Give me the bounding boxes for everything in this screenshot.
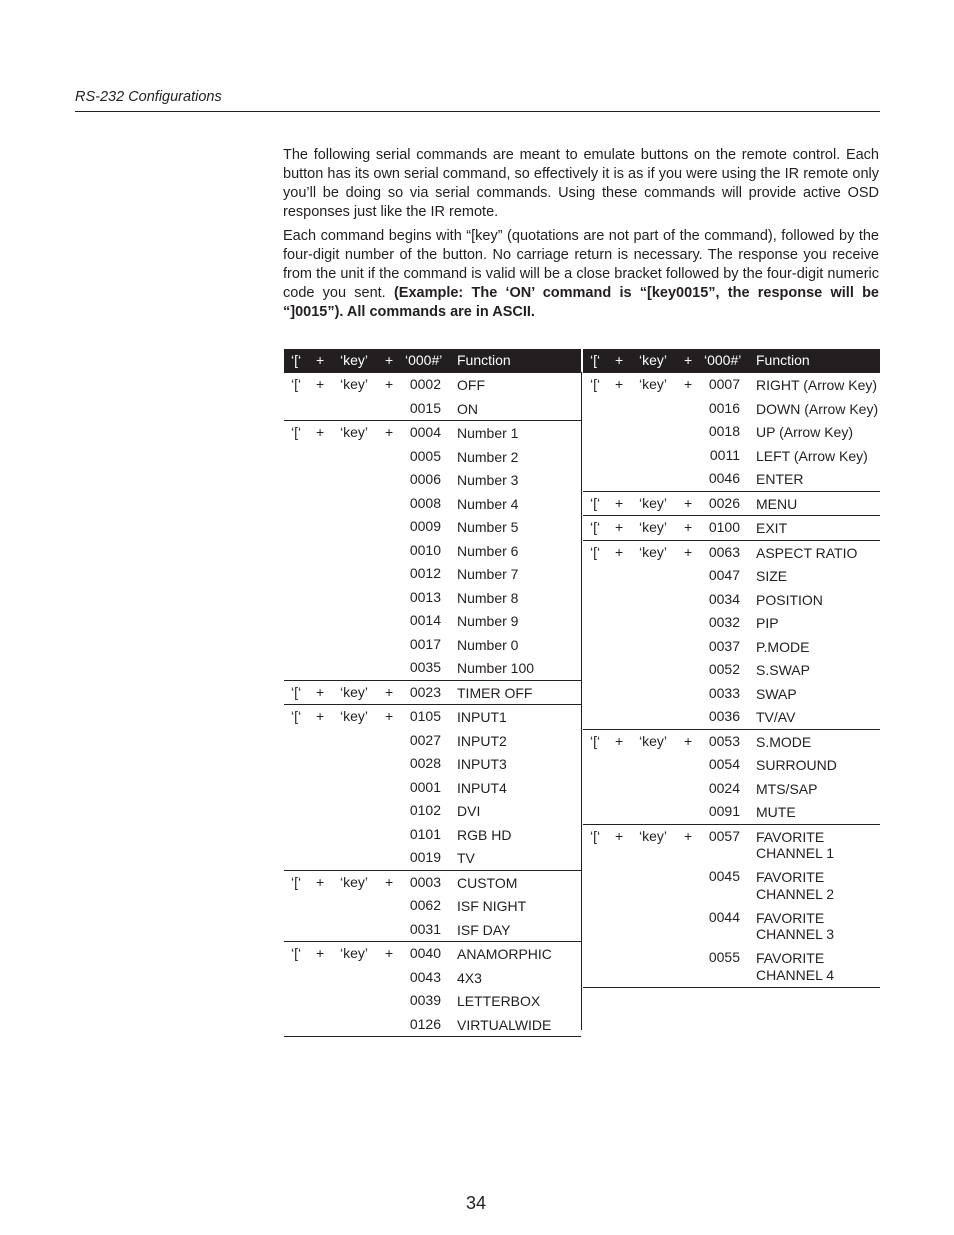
- command-function: Number 3: [457, 472, 519, 488]
- prefix-plus: +: [684, 494, 693, 511]
- prefix-plus: +: [385, 873, 394, 890]
- command-function: S.SWAP: [756, 662, 810, 678]
- command-code: 0045: [708, 868, 740, 884]
- command-code: 0046: [708, 470, 740, 486]
- command-code: 0057: [708, 827, 740, 844]
- command-code: 0034: [708, 590, 740, 607]
- prefix-key: ‘key’: [340, 376, 369, 392]
- header-plus: +: [316, 352, 325, 368]
- command-function: MUTE: [756, 804, 796, 820]
- table-row: [583, 611, 880, 635]
- command-code: 0063: [708, 543, 740, 560]
- command-function: Number 100: [457, 660, 535, 676]
- table-row: [583, 491, 880, 516]
- table-row: [583, 705, 880, 729]
- table-row: [284, 656, 581, 680]
- prefix-plus: +: [684, 376, 693, 392]
- table-row: [583, 865, 880, 906]
- table-row: [583, 946, 880, 988]
- command-function: ISF NIGHT: [457, 898, 527, 914]
- command-code: 0037: [708, 637, 740, 654]
- command-code: 0026: [708, 494, 740, 511]
- prefix-plus: +: [615, 543, 624, 560]
- command-function: FAVORITE CHANNEL 2: [756, 869, 835, 902]
- command-code: 0055: [708, 949, 740, 965]
- prefix-key: ‘key’: [639, 494, 668, 511]
- prefix-plus: +: [316, 708, 325, 724]
- table-row: [583, 682, 880, 706]
- command-function: RIGHT (Arrow Key): [756, 377, 878, 393]
- table-header-right: [583, 349, 880, 372]
- table-row: [583, 588, 880, 612]
- command-function: MTS/SAP: [756, 780, 818, 797]
- command-code: 0004: [409, 424, 441, 440]
- command-code: 0052: [708, 661, 740, 677]
- command-function: POSITION: [756, 591, 823, 608]
- header-rule: [75, 111, 880, 112]
- prefix-bracket: ‘[‘: [291, 873, 302, 890]
- prefix-plus: +: [684, 519, 693, 535]
- prefix-plus: +: [385, 376, 394, 392]
- command-function: ANAMORPHIC: [457, 946, 552, 962]
- header-function: Function: [756, 352, 810, 368]
- command-code: 0009: [409, 518, 441, 534]
- command-code: 0047: [708, 567, 740, 583]
- command-function: Number 6: [457, 542, 519, 559]
- command-code: 0053: [708, 732, 740, 749]
- command-code: 0028: [409, 755, 441, 771]
- command-code: 0011: [709, 446, 740, 463]
- command-code: 0126: [409, 1015, 441, 1032]
- intro-paragraph-1: The following serial commands are meant to emulate buttons on the remote control. Each button has its own serial command, so effectively it is as if you were using the IR remote only you’ll be doing so via serial commands. Using these commands will provide active OSD responses just like the IR remote.: [283, 147, 879, 220]
- command-code: 0012: [409, 565, 441, 581]
- table-row: [284, 823, 581, 847]
- prefix-plus: +: [316, 945, 325, 961]
- prefix-plus: +: [385, 945, 394, 961]
- command-function: TIMER OFF: [457, 684, 533, 701]
- header-code: ‘000#’: [704, 352, 742, 368]
- table-row: [583, 824, 880, 866]
- command-function: Number 1: [457, 425, 519, 441]
- header-bracket: ‘[‘: [291, 352, 302, 368]
- command-function: ENTER: [756, 471, 804, 487]
- table-row: [583, 753, 880, 777]
- command-code: 0008: [409, 494, 441, 511]
- command-code: 0023: [409, 683, 441, 700]
- command-function: ASPECT RATIO: [756, 544, 858, 561]
- command-function: MENU: [756, 495, 798, 512]
- header-key: ‘key’: [639, 352, 668, 368]
- table-row: [284, 372, 581, 397]
- command-code: 0040: [409, 945, 441, 961]
- command-code: 0003: [409, 873, 441, 890]
- prefix-plus: +: [615, 519, 624, 535]
- prefix-plus: +: [385, 424, 394, 440]
- prefix-plus: +: [615, 494, 624, 511]
- command-code: 0035: [409, 659, 441, 675]
- command-code: 0014: [409, 612, 441, 628]
- command-function: Number 5: [457, 519, 519, 535]
- intro-paragraph-2: [283, 227, 879, 322]
- table-row: [583, 444, 880, 468]
- header-plus: +: [385, 352, 394, 368]
- command-code: 0015: [409, 399, 441, 416]
- command-function: Number 8: [457, 589, 519, 606]
- header-bracket: ‘[‘: [590, 352, 601, 368]
- command-code: 0001: [409, 778, 441, 795]
- table-row: [284, 539, 581, 563]
- table-row: [284, 752, 581, 776]
- table-row: [284, 966, 581, 990]
- command-code: 0013: [409, 588, 441, 605]
- command-function: TV: [457, 850, 475, 866]
- command-function: INPUT4: [457, 779, 507, 796]
- prefix-bracket: ‘[‘: [291, 708, 302, 724]
- prefix-bracket: ‘[‘: [590, 732, 601, 749]
- command-function: FAVORITE CHANNEL 3: [756, 909, 835, 942]
- table-row: [583, 515, 880, 540]
- command-function: 4X3: [457, 969, 482, 986]
- command-code: 0005: [409, 447, 441, 464]
- prefix-bracket: ‘[‘: [590, 543, 601, 560]
- table-row: [583, 372, 880, 397]
- table-row: [583, 540, 880, 565]
- command-code: 0100: [708, 519, 740, 535]
- command-code: 0027: [409, 731, 441, 748]
- table-row: [284, 680, 581, 705]
- table-row: [583, 906, 880, 947]
- command-code: 0031: [409, 920, 441, 937]
- header-function: Function: [457, 352, 511, 368]
- command-code: 0091: [708, 803, 740, 819]
- table-row: [284, 420, 581, 445]
- command-function: FAVORITE CHANNEL 4: [756, 950, 835, 983]
- table-row: [583, 635, 880, 659]
- command-function: EXIT: [756, 520, 788, 536]
- table-row: [284, 1013, 581, 1038]
- table-row: [583, 420, 880, 444]
- command-code: 0019: [409, 849, 441, 865]
- table-row: [583, 397, 880, 421]
- command-code: 0044: [708, 908, 740, 925]
- command-code: 0102: [409, 802, 441, 818]
- command-code: 0033: [708, 684, 740, 701]
- prefix-plus: +: [316, 376, 325, 392]
- prefix-key: ‘key’: [340, 683, 369, 700]
- command-code: 0039: [409, 992, 441, 1008]
- page-number: 34: [466, 1193, 487, 1213]
- intro-paragraph-2-text: Each command begins with “[key” (quotations are not part of the command), followed by the four-digit number of the button. No carriage return is necessary. The response you receive from the unit if the command is valid will be a close bracket followed by the four-digit numeric code you sent.: [283, 228, 879, 301]
- command-function: PIP: [756, 615, 779, 631]
- command-function: SURROUND: [756, 757, 837, 773]
- command-code: 0017: [409, 635, 441, 652]
- command-function: ISF DAY: [457, 921, 511, 938]
- prefix-plus: +: [684, 732, 693, 749]
- intro-text: [283, 146, 879, 327]
- prefix-bracket: ‘[‘: [291, 945, 302, 961]
- table-row: [284, 894, 581, 918]
- prefix-plus: +: [684, 543, 693, 560]
- table-row: [284, 799, 581, 823]
- command-function: RGB HD: [457, 826, 512, 843]
- intro-example-note: (Example: The ‘ON’ command is “[key0015”, the response will be “]0015”). All commands are in ASCII.: [283, 285, 879, 320]
- table-row: [583, 658, 880, 682]
- table-row: [284, 397, 581, 421]
- command-function: VIRTUALWIDE: [457, 1016, 552, 1033]
- table-row: [284, 704, 581, 729]
- header-key: ‘key’: [340, 352, 369, 368]
- prefix-key: ‘key’: [639, 827, 668, 844]
- command-function: Number 7: [457, 566, 519, 582]
- prefix-plus: +: [615, 732, 624, 749]
- prefix-plus: +: [316, 683, 325, 700]
- header-code: ‘000#’: [405, 352, 443, 368]
- table-row: [284, 515, 581, 539]
- table-row: [284, 846, 581, 870]
- table-row: [284, 870, 581, 895]
- command-code: 0007: [708, 376, 740, 392]
- command-function: SWAP: [756, 685, 797, 702]
- prefix-bracket: ‘[‘: [291, 376, 302, 392]
- prefix-plus: +: [615, 376, 624, 392]
- command-code: 0105: [409, 708, 441, 724]
- table-row: [284, 989, 581, 1013]
- command-function: DOWN (Arrow Key): [756, 400, 879, 417]
- prefix-plus: +: [316, 424, 325, 440]
- table-row: [284, 609, 581, 633]
- command-function: SIZE: [756, 568, 788, 584]
- command-function: Number 0: [457, 636, 519, 653]
- command-code: 0062: [409, 897, 441, 913]
- prefix-key: ‘key’: [340, 708, 369, 724]
- table-row: [284, 586, 581, 610]
- table-row: [284, 562, 581, 586]
- command-function: ON: [457, 400, 478, 417]
- prefix-bracket: ‘[‘: [590, 376, 601, 392]
- prefix-key: ‘key’: [340, 424, 369, 440]
- command-code: 0024: [708, 779, 740, 796]
- command-function: CUSTOM: [457, 874, 518, 891]
- table-header-left: [284, 349, 581, 372]
- prefix-key: ‘key’: [639, 543, 668, 560]
- prefix-plus: +: [684, 827, 693, 844]
- table-row: [284, 633, 581, 657]
- command-table-left: [284, 349, 581, 1037]
- prefix-key: ‘key’: [639, 519, 668, 535]
- table-row: [284, 445, 581, 469]
- page-section-title: RS-232 Configurations: [75, 89, 222, 105]
- prefix-key: ‘key’: [340, 945, 369, 961]
- prefix-bracket: ‘[‘: [590, 827, 601, 844]
- command-code: 0010: [409, 541, 441, 558]
- prefix-plus: +: [316, 873, 325, 890]
- command-function: LETTERBOX: [457, 993, 541, 1009]
- table-row: [583, 564, 880, 588]
- command-function: INPUT3: [457, 756, 507, 772]
- command-code: 0043: [409, 968, 441, 985]
- command-code: 0101: [409, 825, 441, 842]
- command-function: UP (Arrow Key): [756, 424, 853, 440]
- header-plus: +: [684, 352, 693, 368]
- prefix-key: ‘key’: [639, 732, 668, 749]
- table-row: [284, 468, 581, 492]
- prefix-plus: +: [615, 827, 624, 844]
- table-row: [284, 941, 581, 966]
- command-function: Number 9: [457, 613, 519, 629]
- command-function: Number 4: [457, 495, 519, 512]
- command-function: S.MODE: [756, 733, 812, 750]
- command-table-right: [583, 349, 880, 988]
- command-function: DVI: [457, 803, 481, 819]
- header-plus: +: [615, 352, 624, 368]
- command-code: 0032: [708, 614, 740, 630]
- prefix-bracket: ‘[‘: [291, 683, 302, 700]
- table-row: [583, 800, 880, 824]
- command-code: 0018: [708, 423, 740, 439]
- table-row: [583, 777, 880, 801]
- table-row: [284, 776, 581, 800]
- command-code: 0036: [708, 708, 740, 724]
- command-function: FAVORITE CHANNEL 1: [756, 828, 835, 861]
- table-row: [583, 467, 880, 491]
- command-code: 0054: [708, 756, 740, 772]
- command-function: P.MODE: [756, 638, 810, 655]
- table-row: [284, 729, 581, 753]
- table-row: [583, 729, 880, 754]
- prefix-bracket: ‘[‘: [590, 519, 601, 535]
- command-code: 0016: [708, 399, 740, 416]
- table-row: [284, 918, 581, 942]
- prefix-bracket: ‘[‘: [291, 424, 302, 440]
- prefix-plus: +: [385, 708, 394, 724]
- command-code: 0006: [409, 471, 441, 487]
- prefix-key: ‘key’: [340, 873, 369, 890]
- prefix-bracket: ‘[‘: [590, 494, 601, 511]
- prefix-key: ‘key’: [639, 376, 668, 392]
- column-divider: [581, 372, 582, 1030]
- command-function: INPUT1: [457, 709, 507, 725]
- command-function: Number 2: [457, 448, 519, 465]
- command-function: INPUT2: [457, 732, 507, 749]
- command-function: TV/AV: [756, 709, 796, 725]
- table-row: [284, 492, 581, 516]
- command-function: OFF: [457, 377, 485, 393]
- command-function: LEFT (Arrow Key): [756, 447, 868, 464]
- prefix-plus: +: [385, 683, 394, 700]
- command-code: 0002: [409, 376, 441, 392]
